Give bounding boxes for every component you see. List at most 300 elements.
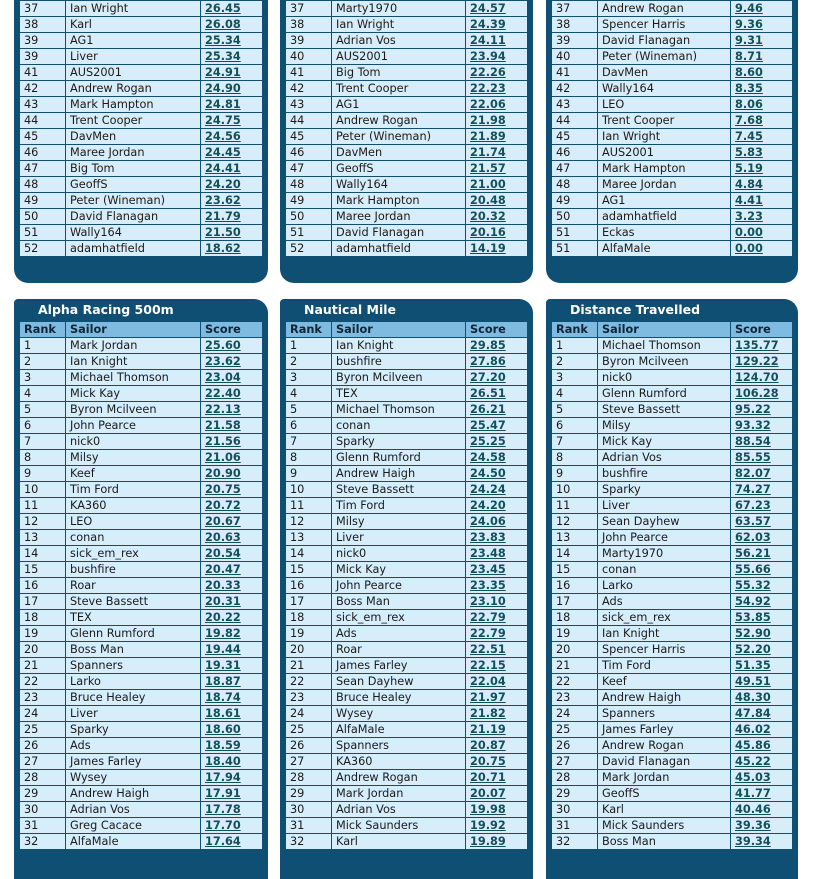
- table-row: [286, 386, 528, 402]
- rank-cell: 42: [286, 81, 332, 97]
- score-link[interactable]: 19.82: [201, 626, 263, 642]
- sailor-cell: Mark Hampton: [66, 97, 201, 113]
- score-link[interactable]: 17.64: [201, 834, 263, 850]
- score-link[interactable]: 21.97: [466, 690, 528, 706]
- score-link[interactable]: 22.23: [466, 81, 528, 97]
- score-link[interactable]: 93.32: [731, 418, 793, 434]
- rank-cell: 11: [20, 498, 66, 514]
- table-row: [286, 113, 528, 129]
- sailor-cell: Byron Mcilveen: [598, 354, 731, 370]
- score-link[interactable]: 18.61: [201, 706, 263, 722]
- sailor-cell: Spanners: [332, 738, 466, 754]
- score-link[interactable]: 23.62: [201, 193, 263, 209]
- table-row: [552, 466, 793, 482]
- sailor-cell: nick0: [66, 434, 201, 450]
- score-link[interactable]: 18.87: [201, 674, 263, 690]
- score-link[interactable]: 63.57: [731, 514, 793, 530]
- score-link[interactable]: 26.45: [201, 1, 263, 17]
- score-link[interactable]: 4.41: [731, 193, 793, 209]
- score-link[interactable]: 39.36: [731, 818, 793, 834]
- score-link[interactable]: 22.15: [466, 658, 528, 674]
- sailor-cell: adamhatfield: [332, 241, 466, 257]
- score-link[interactable]: 7.45: [731, 129, 793, 145]
- score-link[interactable]: 47.84: [731, 706, 793, 722]
- nautical-mile-panel: [280, 299, 533, 879]
- sailor-cell: Tim Ford: [598, 658, 731, 674]
- score-link[interactable]: 0.00: [731, 241, 793, 257]
- score-link[interactable]: 8.60: [731, 65, 793, 81]
- sailor-cell: James Farley: [332, 658, 466, 674]
- score-link[interactable]: 21.50: [201, 225, 263, 241]
- rank-cell: 28: [286, 770, 332, 786]
- score-link[interactable]: 23.94: [466, 49, 528, 65]
- score-link[interactable]: 8.71: [731, 49, 793, 65]
- sailor-cell: James Farley: [598, 722, 731, 738]
- score-link[interactable]: 20.72: [201, 498, 263, 514]
- sailor-cell: Greg Cacace: [66, 818, 201, 834]
- score-link[interactable]: 54.92: [731, 594, 793, 610]
- score-link[interactable]: 20.16: [466, 225, 528, 241]
- score-link[interactable]: 0.00: [731, 225, 793, 241]
- score-link[interactable]: 21.82: [466, 706, 528, 722]
- sailor-cell: Wysey: [66, 770, 201, 786]
- table-row: [286, 97, 528, 113]
- table-row: [552, 786, 793, 802]
- table-row: [286, 129, 528, 145]
- table-row: [286, 33, 528, 49]
- score-link[interactable]: 45.22: [731, 754, 793, 770]
- table-row: [20, 482, 263, 498]
- score-link[interactable]: 24.20: [466, 498, 528, 514]
- table-row: [552, 754, 793, 770]
- sailor-cell: Trent Cooper: [66, 113, 201, 129]
- sailor-cell: LEO: [66, 514, 201, 530]
- table-row: [20, 177, 263, 193]
- sailor-cell: Liver: [66, 706, 201, 722]
- rank-cell: 30: [552, 802, 598, 818]
- table-row: [286, 450, 528, 466]
- score-link[interactable]: 22.79: [466, 626, 528, 642]
- score-link[interactable]: 24.24: [466, 482, 528, 498]
- sailor-cell: Milsy: [66, 450, 201, 466]
- sailor-cell: conan: [332, 418, 466, 434]
- score-link[interactable]: 23.62: [201, 354, 263, 370]
- table-row: [20, 578, 263, 594]
- rank-cell: 10: [552, 482, 598, 498]
- sailor-cell: Tim Ford: [332, 498, 466, 514]
- score-link[interactable]: 23.45: [466, 562, 528, 578]
- rank-header: Rank: [286, 322, 332, 338]
- score-link[interactable]: 23.48: [466, 546, 528, 562]
- score-link[interactable]: 25.25: [466, 434, 528, 450]
- score-link[interactable]: 17.78: [201, 802, 263, 818]
- score-link[interactable]: 21.58: [201, 418, 263, 434]
- table-row: [552, 354, 793, 370]
- score-link[interactable]: 22.13: [201, 402, 263, 418]
- score-link[interactable]: 3.23: [731, 209, 793, 225]
- score-link[interactable]: 19.31: [201, 658, 263, 674]
- rank-cell: 48: [20, 177, 66, 193]
- rank-cell: 39: [286, 33, 332, 49]
- score-link[interactable]: 20.75: [466, 754, 528, 770]
- score-link[interactable]: 20.32: [466, 209, 528, 225]
- sailor-cell: David Flanagan: [598, 754, 731, 770]
- score-link[interactable]: 45.86: [731, 738, 793, 754]
- score-link[interactable]: 18.59: [201, 738, 263, 754]
- rank-cell: 20: [20, 642, 66, 658]
- sailor-cell: Adrian Vos: [332, 33, 466, 49]
- score-link[interactable]: 23.04: [201, 370, 263, 386]
- rank-cell: 4: [552, 386, 598, 402]
- score-link[interactable]: 20.87: [466, 738, 528, 754]
- score-link[interactable]: 49.51: [731, 674, 793, 690]
- rank-cell: 3: [20, 370, 66, 386]
- sailor-cell: Ian Knight: [66, 354, 201, 370]
- sailor-cell: Spencer Harris: [598, 642, 731, 658]
- table-row: [286, 1, 528, 17]
- score-link[interactable]: 19.98: [466, 802, 528, 818]
- sailor-cell: Ian Knight: [598, 626, 731, 642]
- sailor-cell: Glenn Rumford: [332, 450, 466, 466]
- sailor-cell: Spencer Harris: [598, 17, 731, 33]
- score-link[interactable]: 46.02: [731, 722, 793, 738]
- score-link[interactable]: 24.11: [466, 33, 528, 49]
- score-link[interactable]: 21.89: [466, 129, 528, 145]
- table-row: [286, 338, 528, 354]
- score-link[interactable]: 24.50: [466, 466, 528, 482]
- score-link[interactable]: 20.54: [201, 546, 263, 562]
- score-link[interactable]: 24.75: [201, 113, 263, 129]
- score-link[interactable]: 22.40: [201, 386, 263, 402]
- rank-cell: 20: [552, 642, 598, 658]
- score-link[interactable]: 22.79: [466, 610, 528, 626]
- score-link[interactable]: 18.74: [201, 690, 263, 706]
- score-link[interactable]: 9.46: [731, 1, 793, 17]
- sailor-cell: Spanners: [598, 706, 731, 722]
- score-link[interactable]: 20.90: [201, 466, 263, 482]
- score-link[interactable]: 21.56: [201, 434, 263, 450]
- score-link[interactable]: 62.03: [731, 530, 793, 546]
- table-row: [286, 241, 528, 257]
- score-link[interactable]: 24.20: [201, 177, 263, 193]
- score-link[interactable]: 26.51: [466, 386, 528, 402]
- sailor-cell: AG1: [66, 33, 201, 49]
- table-row: [552, 33, 793, 49]
- sailor-cell: David Flanagan: [598, 33, 731, 49]
- score-link[interactable]: 24.90: [201, 81, 263, 97]
- sailor-cell: Michael Thomson: [598, 338, 731, 354]
- score-link[interactable]: 21.57: [466, 161, 528, 177]
- score-link[interactable]: 8.06: [731, 97, 793, 113]
- score-link[interactable]: 21.74: [466, 145, 528, 161]
- table-row: [552, 722, 793, 738]
- sailor-cell: Liver: [66, 49, 201, 65]
- rank-cell: 27: [286, 754, 332, 770]
- score-link[interactable]: 19.89: [466, 834, 528, 850]
- score-link[interactable]: 124.70: [731, 370, 793, 386]
- score-link[interactable]: 85.55: [731, 450, 793, 466]
- table-row: [552, 225, 793, 241]
- score-link[interactable]: 20.31: [201, 594, 263, 610]
- table-row: [286, 370, 528, 386]
- score-link[interactable]: 21.79: [201, 209, 263, 225]
- rank-cell: 29: [20, 786, 66, 802]
- sailor-cell: Maree Jordan: [332, 209, 466, 225]
- sailor-cell: adamhatfield: [66, 241, 201, 257]
- table-row: [552, 818, 793, 834]
- rank-cell: 25: [20, 722, 66, 738]
- score-link[interactable]: 24.45: [201, 145, 263, 161]
- score-link[interactable]: 20.71: [466, 770, 528, 786]
- rank-cell: 43: [552, 97, 598, 113]
- score-link[interactable]: 129.22: [731, 354, 793, 370]
- rank-cell: 51: [286, 225, 332, 241]
- rank-cell: 12: [20, 514, 66, 530]
- score-link[interactable]: 22.51: [466, 642, 528, 658]
- score-link[interactable]: 74.27: [731, 482, 793, 498]
- sailor-cell: Ads: [66, 738, 201, 754]
- score-link[interactable]: 19.92: [466, 818, 528, 834]
- table-row: [552, 65, 793, 81]
- table-row: [20, 338, 263, 354]
- rank-cell: 26: [552, 738, 598, 754]
- score-link[interactable]: 9.31: [731, 33, 793, 49]
- score-link[interactable]: 24.81: [201, 97, 263, 113]
- rank-cell: 10: [286, 482, 332, 498]
- table-row: [20, 786, 263, 802]
- rank-cell: 27: [20, 754, 66, 770]
- sailor-cell: Mick Kay: [332, 562, 466, 578]
- sailor-cell: John Pearce: [66, 418, 201, 434]
- score-link[interactable]: 25.47: [466, 418, 528, 434]
- sailor-cell: John Pearce: [598, 530, 731, 546]
- score-link[interactable]: 5.19: [731, 161, 793, 177]
- sailor-cell: Steve Bassett: [66, 594, 201, 610]
- score-link[interactable]: 27.86: [466, 354, 528, 370]
- sailor-cell: TEX: [332, 386, 466, 402]
- score-link[interactable]: 95.22: [731, 402, 793, 418]
- sailor-cell: nick0: [332, 546, 466, 562]
- rank-cell: 2: [286, 354, 332, 370]
- score-link[interactable]: 21.00: [466, 177, 528, 193]
- sailor-cell: GeoffS: [598, 786, 731, 802]
- score-link[interactable]: 26.21: [466, 402, 528, 418]
- rank-cell: 15: [20, 562, 66, 578]
- sailor-cell: Larko: [598, 578, 731, 594]
- table-row: [286, 722, 528, 738]
- score-link[interactable]: 18.40: [201, 754, 263, 770]
- rank-cell: 15: [552, 562, 598, 578]
- score-link[interactable]: 5.83: [731, 145, 793, 161]
- score-link[interactable]: 22.26: [466, 65, 528, 81]
- score-link[interactable]: 67.23: [731, 498, 793, 514]
- table-row: [286, 145, 528, 161]
- table-row: [286, 65, 528, 81]
- score-link[interactable]: 20.75: [201, 482, 263, 498]
- score-link[interactable]: 18.62: [201, 241, 263, 257]
- table-row: [286, 802, 528, 818]
- table-row: [286, 209, 528, 225]
- table-row: [20, 97, 263, 113]
- sailor-cell: Adrian Vos: [332, 802, 466, 818]
- sailor-cell: Maree Jordan: [598, 177, 731, 193]
- sailor-cell: James Farley: [66, 754, 201, 770]
- rank-cell: 43: [20, 97, 66, 113]
- sailor-cell: AUS2001: [66, 65, 201, 81]
- score-link[interactable]: 20.33: [201, 578, 263, 594]
- sailor-cell: Mark Jordan: [598, 770, 731, 786]
- sailor-cell: Andrew Rogan: [598, 1, 731, 17]
- score-link[interactable]: 9.36: [731, 17, 793, 33]
- score-link[interactable]: 7.68: [731, 113, 793, 129]
- rank-cell: 8: [286, 450, 332, 466]
- table-row: [20, 770, 263, 786]
- score-header: Score: [731, 322, 793, 338]
- score-link[interactable]: 24.41: [201, 161, 263, 177]
- table-row: [286, 818, 528, 834]
- score-link[interactable]: 25.34: [201, 33, 263, 49]
- rank-cell: 49: [20, 193, 66, 209]
- sailor-cell: sick_em_rex: [598, 610, 731, 626]
- rank-cell: 45: [552, 129, 598, 145]
- score-link[interactable]: 48.30: [731, 690, 793, 706]
- score-link[interactable]: 4.84: [731, 177, 793, 193]
- rank-cell: 4: [286, 386, 332, 402]
- score-link[interactable]: 20.22: [201, 610, 263, 626]
- table-row: [552, 386, 793, 402]
- rank-cell: 38: [20, 17, 66, 33]
- table-row: [286, 690, 528, 706]
- score-link[interactable]: 55.32: [731, 578, 793, 594]
- score-link[interactable]: 17.70: [201, 818, 263, 834]
- score-link[interactable]: 20.07: [466, 786, 528, 802]
- rank-cell: 5: [286, 402, 332, 418]
- panel-title: Distance Travelled: [570, 302, 701, 317]
- score-link[interactable]: 24.57: [466, 1, 528, 17]
- score-link[interactable]: 52.20: [731, 642, 793, 658]
- score-link[interactable]: 22.06: [466, 97, 528, 113]
- score-link[interactable]: 39.34: [731, 834, 793, 850]
- sailor-cell: Larko: [66, 674, 201, 690]
- score-link[interactable]: 14.19: [466, 241, 528, 257]
- score-link[interactable]: 135.77: [731, 338, 793, 354]
- score-header: Score: [466, 322, 528, 338]
- rank-cell: 4: [20, 386, 66, 402]
- leaderboard-table: [285, 0, 528, 257]
- rank-cell: 3: [286, 370, 332, 386]
- rank-cell: 18: [286, 610, 332, 626]
- score-link[interactable]: 24.58: [466, 450, 528, 466]
- score-link[interactable]: 21.98: [466, 113, 528, 129]
- score-link[interactable]: 21.19: [466, 722, 528, 738]
- score-link[interactable]: 22.04: [466, 674, 528, 690]
- score-link[interactable]: 20.63: [201, 530, 263, 546]
- score-link[interactable]: 23.10: [466, 594, 528, 610]
- score-link[interactable]: 29.85: [466, 338, 528, 354]
- table-row: [20, 402, 263, 418]
- score-link[interactable]: 8.35: [731, 81, 793, 97]
- rank-cell: 30: [20, 802, 66, 818]
- sailor-cell: KA360: [66, 498, 201, 514]
- score-link[interactable]: 18.60: [201, 722, 263, 738]
- score-link[interactable]: 25.60: [201, 338, 263, 354]
- score-link[interactable]: 106.28: [731, 386, 793, 402]
- score-link[interactable]: 52.90: [731, 626, 793, 642]
- sailor-cell: Mick Saunders: [598, 818, 731, 834]
- sailor-cell: TEX: [66, 610, 201, 626]
- sailor-cell: Ian Knight: [332, 338, 466, 354]
- sailor-cell: Mick Kay: [66, 386, 201, 402]
- table-row: [552, 434, 793, 450]
- score-link[interactable]: 55.66: [731, 562, 793, 578]
- sailor-cell: Karl: [66, 17, 201, 33]
- table-row: [286, 177, 528, 193]
- rank-cell: 12: [286, 514, 332, 530]
- rank-cell: 23: [20, 690, 66, 706]
- score-link[interactable]: 21.06: [201, 450, 263, 466]
- sailor-cell: Mark Jordan: [332, 786, 466, 802]
- score-link[interactable]: 82.07: [731, 466, 793, 482]
- score-link[interactable]: 17.91: [201, 786, 263, 802]
- score-link[interactable]: 53.85: [731, 610, 793, 626]
- rank-cell: 46: [20, 145, 66, 161]
- sailor-cell: AlfaMale: [66, 834, 201, 850]
- score-link[interactable]: 40.46: [731, 802, 793, 818]
- table-row: [286, 770, 528, 786]
- table-row: [286, 562, 528, 578]
- score-link[interactable]: 24.06: [466, 514, 528, 530]
- score-link[interactable]: 26.08: [201, 17, 263, 33]
- score-link[interactable]: 17.94: [201, 770, 263, 786]
- table-row: [552, 594, 793, 610]
- sailor-cell: Ads: [332, 626, 466, 642]
- score-link[interactable]: 24.91: [201, 65, 263, 81]
- rank-cell: 45: [20, 129, 66, 145]
- score-link[interactable]: 45.03: [731, 770, 793, 786]
- table-row: [286, 498, 528, 514]
- table-header-row: [20, 322, 263, 338]
- sailor-cell: Andrew Rogan: [598, 738, 731, 754]
- score-link[interactable]: 56.21: [731, 546, 793, 562]
- rank-cell: 38: [552, 17, 598, 33]
- sailor-cell: Wysey: [332, 706, 466, 722]
- score-link[interactable]: 19.44: [201, 642, 263, 658]
- rank-cell: 10: [20, 482, 66, 498]
- score-link[interactable]: 51.35: [731, 658, 793, 674]
- score-link[interactable]: 23.83: [466, 530, 528, 546]
- score-link[interactable]: 27.20: [466, 370, 528, 386]
- score-link[interactable]: 24.39: [466, 17, 528, 33]
- sailor-cell: Milsy: [332, 514, 466, 530]
- sailor-cell: Keef: [66, 466, 201, 482]
- score-link[interactable]: 20.67: [201, 514, 263, 530]
- score-link[interactable]: 23.35: [466, 578, 528, 594]
- sailor-cell: GeoffS: [332, 161, 466, 177]
- score-link[interactable]: 20.47: [201, 562, 263, 578]
- score-link[interactable]: 20.48: [466, 193, 528, 209]
- score-link[interactable]: 25.34: [201, 49, 263, 65]
- rank-cell: 30: [286, 802, 332, 818]
- rank-cell: 17: [286, 594, 332, 610]
- score-link[interactable]: 41.77: [731, 786, 793, 802]
- rank-cell: 18: [20, 610, 66, 626]
- score-link[interactable]: 88.54: [731, 434, 793, 450]
- rank-cell: 43: [286, 97, 332, 113]
- score-link[interactable]: 24.56: [201, 129, 263, 145]
- sailor-cell: bushfire: [332, 354, 466, 370]
- sailor-cell: Mark Jordan: [66, 338, 201, 354]
- sailor-cell: Mick Saunders: [332, 818, 466, 834]
